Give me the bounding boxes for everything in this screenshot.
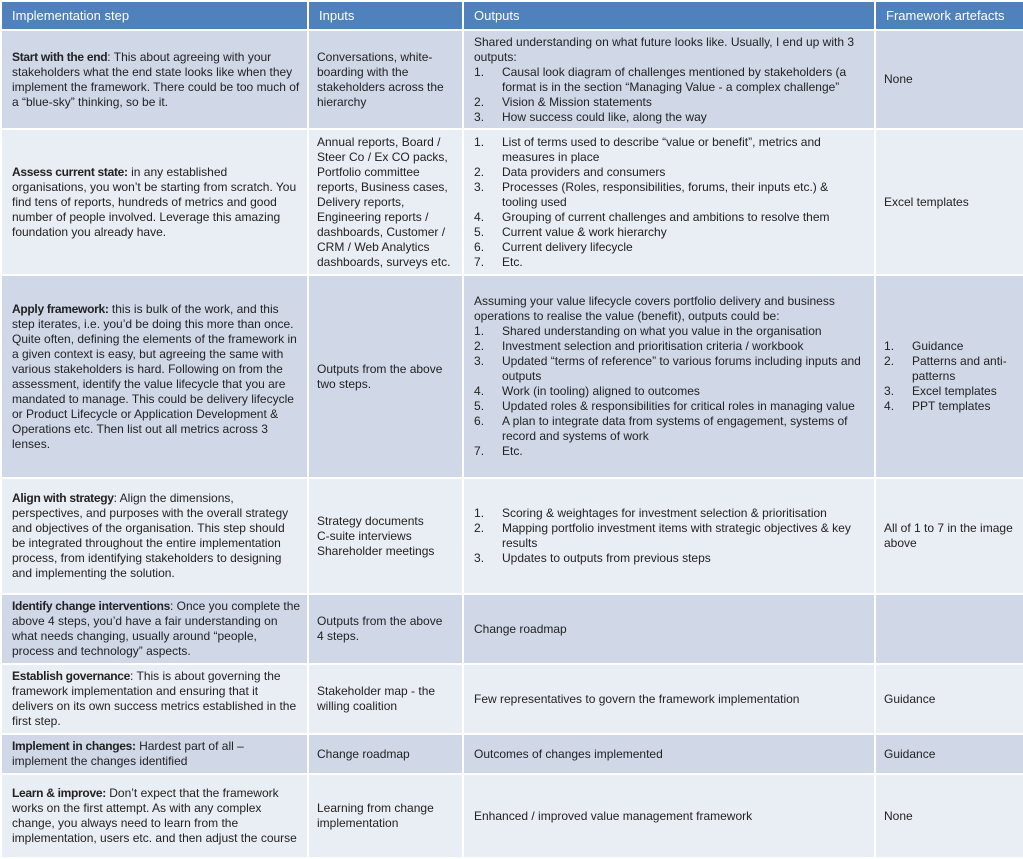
artefacts-cell: Guidance — [875, 734, 1023, 774]
outputs-intro: Assuming your value lifecycle covers portfolio delivery and business operations to realise the value (benefit), outputs could be: — [474, 294, 835, 323]
artefacts-cell: None — [875, 774, 1023, 858]
artefacts-cell: All of 1 to 7 in the image above — [875, 478, 1023, 594]
outputs-list-item: A plan to integrate data from systems of engagement, systems of record and systems of work — [502, 414, 848, 443]
artefacts-cell: Guidance — [875, 664, 1023, 734]
step-title: Implement in changes: — [12, 739, 136, 753]
step-title: Align with strategy — [12, 491, 114, 505]
outputs-list-item: Work (in tooling) aligned to outcomes — [502, 384, 700, 398]
outputs-list-item: Updated “terms of reference” to various forums including inputs and outputs — [502, 354, 861, 383]
step-title: Assess current state: — [12, 164, 128, 179]
header-implementation-step: Implementation step — [1, 1, 308, 30]
step-cell — [1, 275, 308, 478]
inputs-cell: Annual reports, Board / Steer Co / Ex CO packs, Portfolio committee reports, Business cases, Delivery reports, Engineering reports / dashboards, Customer / CRM / Web Analytics dashboards, surveys etc. — [308, 129, 463, 275]
artefacts-cell — [875, 594, 1023, 664]
step-cell — [1, 774, 308, 858]
input-line: C-suite interviews — [317, 528, 412, 543]
header-framework-artefacts: Framework artefacts — [875, 1, 1023, 30]
inputs-cell: Outputs from the above 4 steps. — [308, 594, 463, 664]
table-row-apply-framework — [1, 275, 1023, 478]
outputs-list — [474, 506, 866, 566]
outputs-intro: Shared understanding on what future looks like. Usually, I end up with 3 outputs: — [474, 34, 855, 64]
table-row-identify-change-interventions — [1, 594, 1023, 664]
table-row-assess-current-state — [1, 129, 1023, 275]
table-row-align-with-strategy — [1, 478, 1023, 594]
step-description: Hardest part of all – implement the changes identified — [12, 739, 244, 768]
inputs-cell — [308, 478, 463, 594]
outputs-cell: Change roadmap — [463, 594, 875, 664]
artefacts-list-item: PPT templates — [912, 399, 991, 413]
step-description: : Once you complete the above 4 steps, you’d have a fair understanding on what needs changing, usually around “people, process and technology” aspects. — [12, 599, 301, 658]
outputs-list-item: Vision & Mission statements — [502, 94, 652, 109]
outputs-list — [474, 324, 866, 459]
outputs-list-item: Updated roles & responsibilities for critical roles in managing value — [502, 399, 855, 413]
outputs-list-item: Current value & work hierarchy — [502, 224, 667, 239]
outputs-list-item: Causal look diagram of challenges mentioned by stakeholders (a format is in the section “Managing Value - a complex challenge” — [502, 64, 847, 94]
table-row-implement-in-changes — [1, 734, 1023, 774]
table-row-establish-governance — [1, 664, 1023, 734]
step-description: in any established organisations, you won’t be starting from scratch. You find tens of reports, hundreds of metrics and good number of people involved. Leverage this amazing foundation you already have. — [12, 164, 297, 239]
step-title: Apply framework: — [12, 301, 109, 316]
outputs-list-item: Processes (Roles, responsibilities, forums, their inputs etc.) & tooling used — [502, 179, 829, 209]
step-cell — [1, 129, 308, 275]
inputs-cell: Stakeholder map - the willing coalition — [308, 664, 463, 734]
outputs-list-item: Current delivery lifecycle — [502, 239, 633, 254]
step-title: Establish governance — [12, 669, 131, 683]
outputs-list-item: Scoring & weightages for investment selection & prioritisation — [502, 506, 827, 520]
inputs-cell: Change roadmap — [308, 734, 463, 774]
outputs-cell: Enhanced / improved value management framework — [463, 774, 875, 858]
outputs-list-item: Data providers and consumers — [502, 164, 666, 179]
artefacts-cell: Excel templates — [875, 129, 1023, 275]
outputs-list-item: Etc. — [502, 254, 523, 269]
outputs-list-item: How success could like, along the way — [502, 109, 707, 124]
inputs-cell: Conversations, white-boarding with the stakeholders across the hierarchy — [308, 30, 463, 129]
step-title: Learn & improve: — [12, 786, 106, 800]
outputs-list-item: List of terms used to describe “value or benefit”, metrics and measures in place — [502, 134, 821, 164]
step-cell — [1, 594, 308, 664]
header-row — [1, 1, 1023, 30]
step-description: : Align the dimensions, perspectives, and purposes with the overall strategy and objectives of the organisation. This step should be integrated throughout the entire implementation process, from identifying stakeholders to designing and implementing the solution. — [12, 491, 289, 580]
step-cell — [1, 664, 308, 734]
header-inputs: Inputs — [308, 1, 463, 30]
outputs-cell: Outcomes of changes implemented — [463, 734, 875, 774]
step-title: Identify change interventions — [12, 599, 170, 613]
step-cell — [1, 30, 308, 129]
inputs-cell: Learning from change implementation — [308, 774, 463, 858]
step-description: this is bulk of the work, and this step iterates, i.e. you’d be doing this more than once. Quite often, defining the elements of the framework in a given context is easy, but agreeing the same with various stakeholders is hard. Following on from the assessment, identify the value lifecycle that you are mandated to manage. This could be delivery lifecycle or Product Lifecycle or Application Development & Operations etc. Then list out all metrics across 3 lenses. — [12, 301, 297, 451]
outputs-cell — [463, 30, 875, 129]
artefacts-list-item: Patterns and anti-patterns — [912, 354, 1007, 383]
artefacts-list-item: Excel templates — [912, 384, 997, 398]
step-cell — [1, 734, 308, 774]
header-outputs: Outputs — [463, 1, 875, 30]
outputs-list — [474, 135, 866, 270]
artefacts-list-item: Guidance — [912, 339, 964, 353]
outputs-cell: Few representatives to govern the framework implementation — [463, 664, 875, 734]
outputs-cell — [463, 275, 875, 478]
input-line: Shareholder meetings — [317, 543, 435, 558]
outputs-list-item: Grouping of current challenges and ambitions to resolve them — [502, 209, 830, 224]
artefacts-cell — [875, 275, 1023, 478]
step-title: Start with the end — [12, 49, 108, 64]
outputs-list-item: Updates to outputs from previous steps — [502, 551, 711, 565]
outputs-cell — [463, 129, 875, 275]
outputs-list — [474, 65, 866, 125]
step-description: : This about agreeing with your stakeholders what the end state looks like when they implement the framework. There could be too much of a “blue-sky” thinking, so be it. — [12, 49, 300, 109]
outputs-list-item: Mapping portfolio investment items with strategic objectives & key results — [502, 521, 851, 550]
input-line: Strategy documents — [317, 513, 424, 528]
inputs-cell: Outputs from the above two steps. — [308, 275, 463, 478]
outputs-list-item: Investment selection and prioritisation criteria / workbook — [502, 339, 804, 353]
artefacts-list — [884, 339, 1013, 414]
outputs-list-item: Shared understanding on what you value in the organisation — [502, 324, 822, 338]
step-description: Don’t expect that the framework works on the first attempt. As with any complex change, you always need to learn from the implementation, users etc. and then adjust the course — [12, 786, 297, 845]
step-cell — [1, 478, 308, 594]
table-row-learn-and-improve — [1, 774, 1023, 858]
step-description: : This is about governing the framework implementation and ensuring that it delivers on its own success metrics established in the first step. — [12, 669, 297, 728]
outputs-list-item: Etc. — [502, 444, 523, 458]
artefacts-cell: None — [875, 30, 1023, 129]
table-row-start-with-the-end — [1, 30, 1023, 129]
outputs-cell — [463, 478, 875, 594]
